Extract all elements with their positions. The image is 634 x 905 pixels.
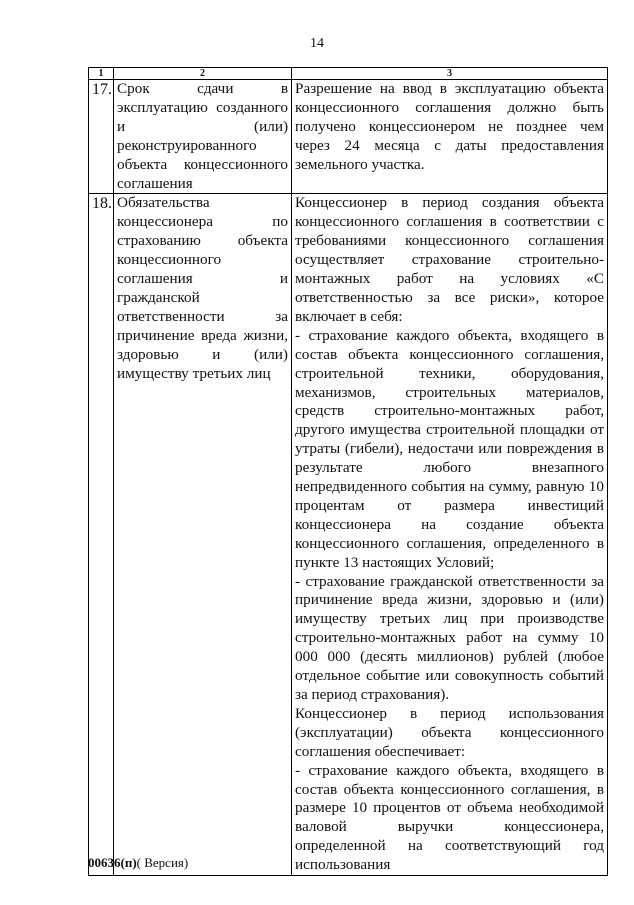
content-paragraph: - страхование каждого объекта, входящего в состав объекта концессионного соглашения, в размере 10 процентов от объема необходимой валовой выручки концессионера, определенной на соответствующий год использования (295, 761, 604, 874)
document-version: ( Версия) (136, 855, 189, 870)
table-header-row (89, 68, 608, 80)
row-number: 17. (89, 80, 114, 194)
row-subject: Срок сдачи в эксплуатацию созданного и (или) реконструированного объекта концессионного соглашения (114, 80, 292, 194)
row-content (292, 80, 608, 194)
row-content (292, 194, 608, 876)
content-paragraph: Концессионер в период создания объекта концессионного соглашения в соответствии с требованиями концессионного соглашения осуществляет страхование строительно-монтажных работ на условиях «С ответственностью за все риски», которое включает в себя: (295, 194, 604, 325)
table-row (89, 194, 608, 876)
column-header-1: 1 (89, 68, 114, 80)
page-number: 14 (310, 36, 324, 51)
document-footer (88, 855, 188, 871)
content-paragraph: - страхование гражданской ответственности за причинение вреда жизни, здоровью и (или) имуществу третьих лиц при производстве строительно-монтажных работ на сумму 10 000 000 (десять миллионов) рублей (любое отдельное событие или совокупность событий за период страхования). (295, 572, 604, 703)
document-code: 00636(п) (88, 855, 137, 870)
content-paragraph: - страхование каждого объекта, входящего в состав объекта концессионного соглашения, строительной техники, оборудования, механизмов, строительных материалов, средств строительно-монтажных работ, другого имущества строительной площадки от утраты (гибели), недостачи или повреждения в результате любого внезапного непредвиденного события на сумму, равную 10 процентам от размера инвестиций концессионера на создание объекта концессионного соглашения, определенного в пункте 13 настоящих Условий; (295, 326, 604, 571)
row-number: 18. (89, 194, 114, 876)
content-paragraph: Концессионер в период использования (эксплуатации) объекта концессионного соглашения обеспечивает: (295, 704, 604, 760)
row-subject: Обязательства концессионера по страхованию объекта концессионного соглашения и гражданской ответственности за причинение вреда жизни, здоровью и (или) имуществу третьих лиц (114, 194, 292, 876)
table-row (89, 80, 608, 194)
conditions-table (88, 67, 608, 876)
column-header-3: 3 (292, 68, 608, 80)
column-header-2: 2 (114, 68, 292, 80)
content-paragraph: Разрешение на ввод в эксплуатацию объекта концессионного соглашения должно быть получено концессионером не позднее чем через 24 месяца с даты предоставления земельного участка. (295, 80, 604, 173)
